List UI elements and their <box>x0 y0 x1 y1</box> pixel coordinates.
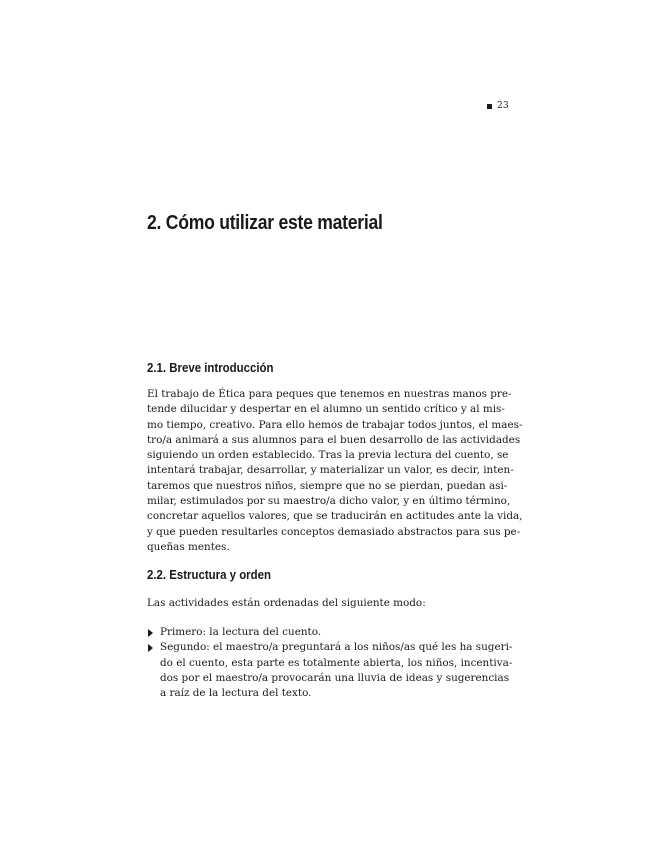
list-item-line: do el cuento, esta parte es totalmente abierta, los niños, incentiva- <box>160 656 513 669</box>
list-item <box>147 625 493 640</box>
page-number <box>487 101 509 111</box>
chapter-title: 2. Cómo utilizar este material <box>147 212 383 234</box>
section-title-structure: 2.2. Estructura y orden <box>147 567 271 582</box>
paragraph-line: El trabajo de Ética para peques que tenemos en nuestras manos pre- <box>147 388 512 400</box>
section-title-introduction: 2.1. Breve introducción <box>147 360 274 375</box>
paragraph-line: taremos que nuestros niños, siempre que no se pierdan, puedan asi- <box>147 479 508 492</box>
triangle-bullet-icon <box>148 644 153 652</box>
introduction-paragraph <box>147 387 523 555</box>
structure-intro-paragraph: Las actividades están ordenadas del siguiente modo: <box>147 597 426 609</box>
list-item <box>147 640 513 701</box>
list-item-line: Segundo: el maestro/a preguntará a los niños/as qué les ha sugeri- <box>160 641 513 654</box>
triangle-bullet-icon <box>148 629 153 637</box>
paragraph-line: concretar aquellos valores, que se traducirán en actitudes ante la vida, <box>147 510 523 523</box>
paragraph-line: mo tiempo, creativo. Para ello hemos de trabajar todos juntos, el maes- <box>147 418 523 431</box>
list-item-line: dos por el maestro/a provocarán una lluvia de ideas y sugerencias <box>160 671 510 684</box>
list-item-line: a raíz de la lectura del texto. <box>160 687 312 700</box>
page-number-value: 23 <box>496 101 509 111</box>
paragraph-line: siguiendo un orden establecido. Tras la previa lectura del cuento, se <box>147 449 509 462</box>
paragraph-line: intentará trabajar, desarrollar, y materializar un valor, es decir, inten- <box>147 464 514 477</box>
square-bullet-icon <box>487 104 492 109</box>
paragraph-line: tro/a animará a sus alumnos para el buen desarrollo de las actividades <box>147 433 521 446</box>
paragraph-line: queñas mentes. <box>147 540 230 553</box>
paragraph-line: tende dilucidar y despertar en el alumno un sentido crítico y al mis- <box>147 403 505 416</box>
paragraph-line: y que pueden resultarles conceptos demasiado abstractos para sus pe- <box>147 525 521 538</box>
list-item-line: Primero: la lectura del cuento. <box>160 626 322 638</box>
activity-list <box>147 625 513 701</box>
paragraph-line: milar, estimulados por su maestro/a dicho valor, y en último término, <box>147 495 511 508</box>
